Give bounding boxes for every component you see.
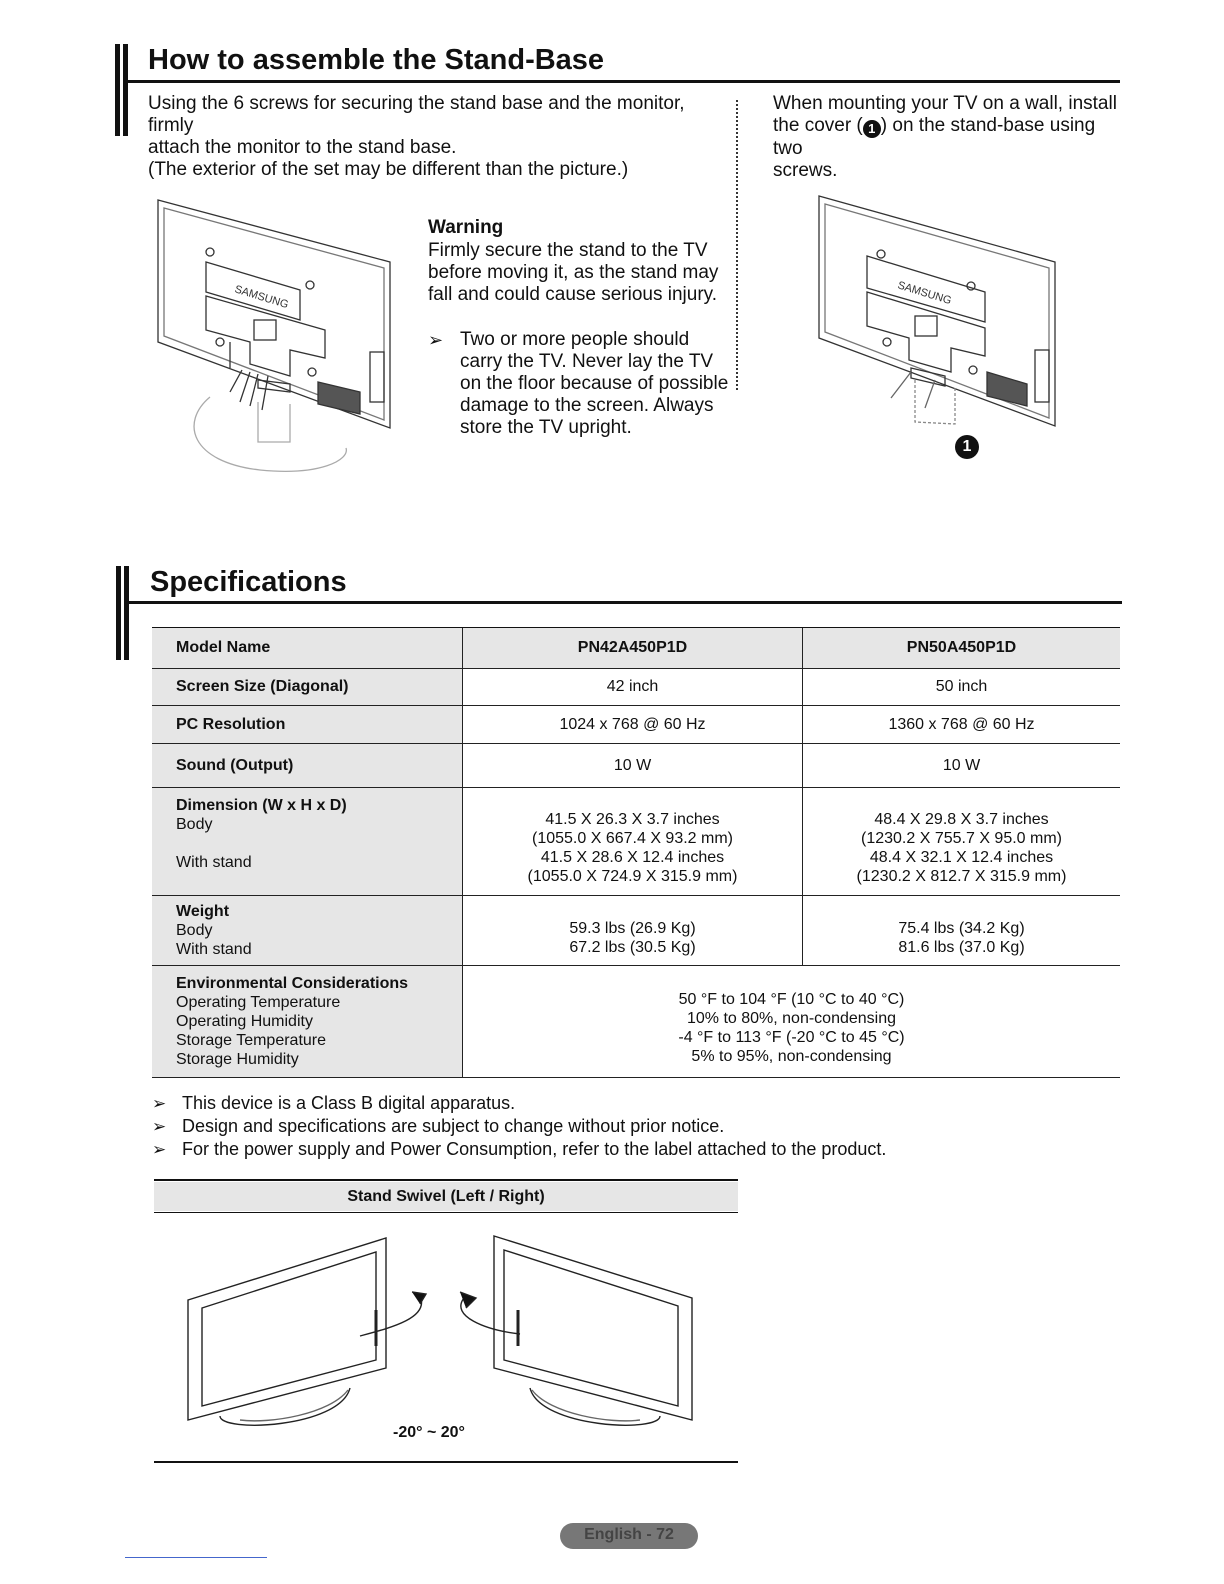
warning-line: Firmly secure the stand to the TV	[428, 240, 708, 261]
swivel-title: Stand Swivel (Left / Right)	[154, 1182, 738, 1211]
intro-line: attach the monitor to the stand base.	[148, 137, 457, 158]
row-sublabel: With stand	[176, 854, 252, 871]
wall-line: screws.	[773, 160, 838, 181]
assemble-title: How to assemble the Stand-Base	[148, 44, 605, 76]
table-row	[152, 965, 1120, 1077]
swivel-top-rule	[154, 1179, 738, 1181]
cell-value: 48.4 X 32.1 X 12.4 inches	[869, 849, 1054, 866]
specifications-table	[152, 628, 1120, 1078]
tip-text	[460, 329, 735, 439]
wall-mount-text	[773, 93, 1123, 182]
table-row	[152, 743, 1120, 787]
tip-line: damage to the screen. Always	[460, 395, 714, 416]
column-divider	[736, 100, 738, 390]
cell-value: -4 °F to 113 °F (-20 °C to 45 °C)	[678, 1029, 905, 1046]
warning-title: Warning	[428, 217, 504, 238]
cell-value: 48.4 X 29.8 X 3.7 inches	[874, 811, 1049, 828]
cell-value: 1024 x 768 @ 60 Hz	[463, 705, 803, 743]
row-sublabel: Storage Temperature	[176, 1031, 327, 1049]
cell-value: (1055.0 X 724.9 X 315.9 mm)	[527, 868, 738, 885]
row-label: Model Name	[152, 628, 463, 668]
warning-line: before moving it, as the stand may	[428, 262, 719, 283]
cell-value-group	[803, 895, 1121, 965]
tip-line: store the TV upright.	[460, 417, 632, 438]
callout-circle-icon: 1	[955, 435, 979, 459]
row-label: Dimension (W x H x D)	[176, 797, 347, 814]
list-item	[152, 1092, 1102, 1115]
table-row	[152, 628, 1120, 668]
row-sublabel: Body	[176, 921, 213, 939]
section-marker-bar	[116, 566, 121, 660]
table-row	[152, 787, 1120, 895]
cell-value: (1230.2 X 812.7 X 315.9 mm)	[856, 868, 1067, 885]
section-marker-bar	[123, 44, 128, 136]
row-label: Weight	[176, 902, 230, 920]
cell-value: 50 °F to 104 °F (10 °C to 40 °C)	[678, 991, 905, 1008]
swivel-illustration	[180, 1228, 710, 1428]
cell-value: 41.5 X 28.6 X 12.4 inches	[540, 849, 725, 866]
brand-label: SAMSUNG	[896, 279, 953, 308]
row-label-group	[152, 895, 463, 965]
cell-value: 10% to 80%, non-condensing	[686, 1010, 897, 1027]
cell-value-group	[803, 787, 1121, 895]
cell-value: 59.3 lbs (26.9 Kg)	[569, 920, 696, 937]
warning-line: fall and could cause serious injury.	[428, 284, 718, 305]
row-label: Environmental Considerations	[176, 974, 409, 992]
note-text: Design and specifications are subject to change without prior notice.	[182, 1116, 725, 1136]
list-item	[152, 1138, 1102, 1161]
cell-value-group	[463, 787, 803, 895]
row-sublabel: Operating Humidity	[176, 1012, 313, 1030]
wall-line-part: the cover (	[773, 115, 863, 136]
brand-label: SAMSUNG	[233, 283, 290, 312]
tip-line: carry the TV. Never lay the TV	[460, 351, 714, 372]
row-sublabel: Operating Temperature	[176, 993, 341, 1011]
tip-arrow-icon: ➢	[428, 330, 444, 350]
tip-line: Two or more people should	[460, 329, 690, 350]
intro-line: (The exterior of the set may be different than the picture.)	[148, 159, 629, 180]
cell-value: 42 inch	[463, 668, 803, 705]
model-1-name: PN42A450P1D	[463, 628, 803, 668]
row-label: Screen Size (Diagonal)	[152, 668, 463, 705]
note-text: This device is a Class B digital apparatus.	[182, 1093, 516, 1113]
swivel-range: -20° ~ 20°	[393, 1424, 465, 1441]
note-text: For the power supply and Power Consumption, refer to the label attached to the product.	[182, 1139, 887, 1159]
wall-line	[773, 115, 1123, 160]
table-row	[152, 895, 1120, 965]
row-label-group	[152, 787, 463, 895]
intro-line: Using the 6 screws for securing the stand base and the monitor, firmly	[148, 93, 685, 136]
cell-value: 1360 x 768 @ 60 Hz	[803, 705, 1121, 743]
warning-text	[428, 240, 728, 306]
assemble-intro	[148, 93, 728, 181]
tv-back-cover-illustration	[815, 192, 1065, 462]
list-item	[152, 1115, 1102, 1138]
arrow-bullet-icon: ➢	[152, 1094, 167, 1113]
table-row	[152, 668, 1120, 705]
page-number-badge: English - 72	[560, 1523, 698, 1549]
arrow-bullet-icon: ➢	[152, 1117, 167, 1136]
section-marker-bar	[124, 566, 129, 660]
model-2-name: PN50A450P1D	[803, 628, 1121, 668]
arrow-bullet-icon: ➢	[152, 1140, 167, 1159]
cell-value: 81.6 lbs (37.0 Kg)	[898, 939, 1025, 956]
specs-title: Specifications	[150, 566, 347, 598]
row-label-group	[152, 965, 463, 1077]
row-sublabel: Storage Humidity	[176, 1050, 299, 1068]
tip-line: on the floor because of possible	[460, 373, 729, 394]
footer-rule	[125, 1557, 267, 1558]
cell-value: (1230.2 X 755.7 X 95.0 mm)	[861, 830, 1062, 847]
callout-circle-icon: 1	[863, 120, 881, 138]
cell-value: 41.5 X 26.3 X 3.7 inches	[545, 811, 720, 828]
notes-list	[152, 1092, 1102, 1161]
cell-value-group	[463, 965, 1121, 1077]
tv-back-stand-illustration	[150, 192, 400, 482]
cell-value: 67.2 lbs (30.5 Kg)	[569, 939, 696, 956]
row-label: Sound (Output)	[152, 743, 463, 787]
swivel-bottom-rule	[154, 1461, 738, 1463]
cell-value-group	[463, 895, 803, 965]
cell-value: 5% to 95%, non-condensing	[691, 1048, 892, 1065]
cell-value: 10 W	[803, 743, 1121, 787]
row-sublabel: Body	[176, 816, 213, 833]
wall-line-part: ) on the stand-base using two	[773, 115, 1096, 159]
cell-value: 10 W	[463, 743, 803, 787]
cell-value: 50 inch	[803, 668, 1121, 705]
title-rule	[129, 601, 1122, 604]
section-marker-bar	[115, 44, 120, 136]
wall-line: When mounting your TV on a wall, install	[773, 93, 1117, 114]
row-label: PC Resolution	[152, 705, 463, 743]
table-row	[152, 705, 1120, 743]
cell-value: (1055.0 X 667.4 X 93.2 mm)	[532, 830, 733, 847]
swivel-header-rule	[154, 1212, 738, 1213]
cell-value: 75.4 lbs (34.2 Kg)	[898, 920, 1025, 937]
title-rule	[128, 80, 1120, 83]
row-sublabel: With stand	[176, 940, 252, 958]
